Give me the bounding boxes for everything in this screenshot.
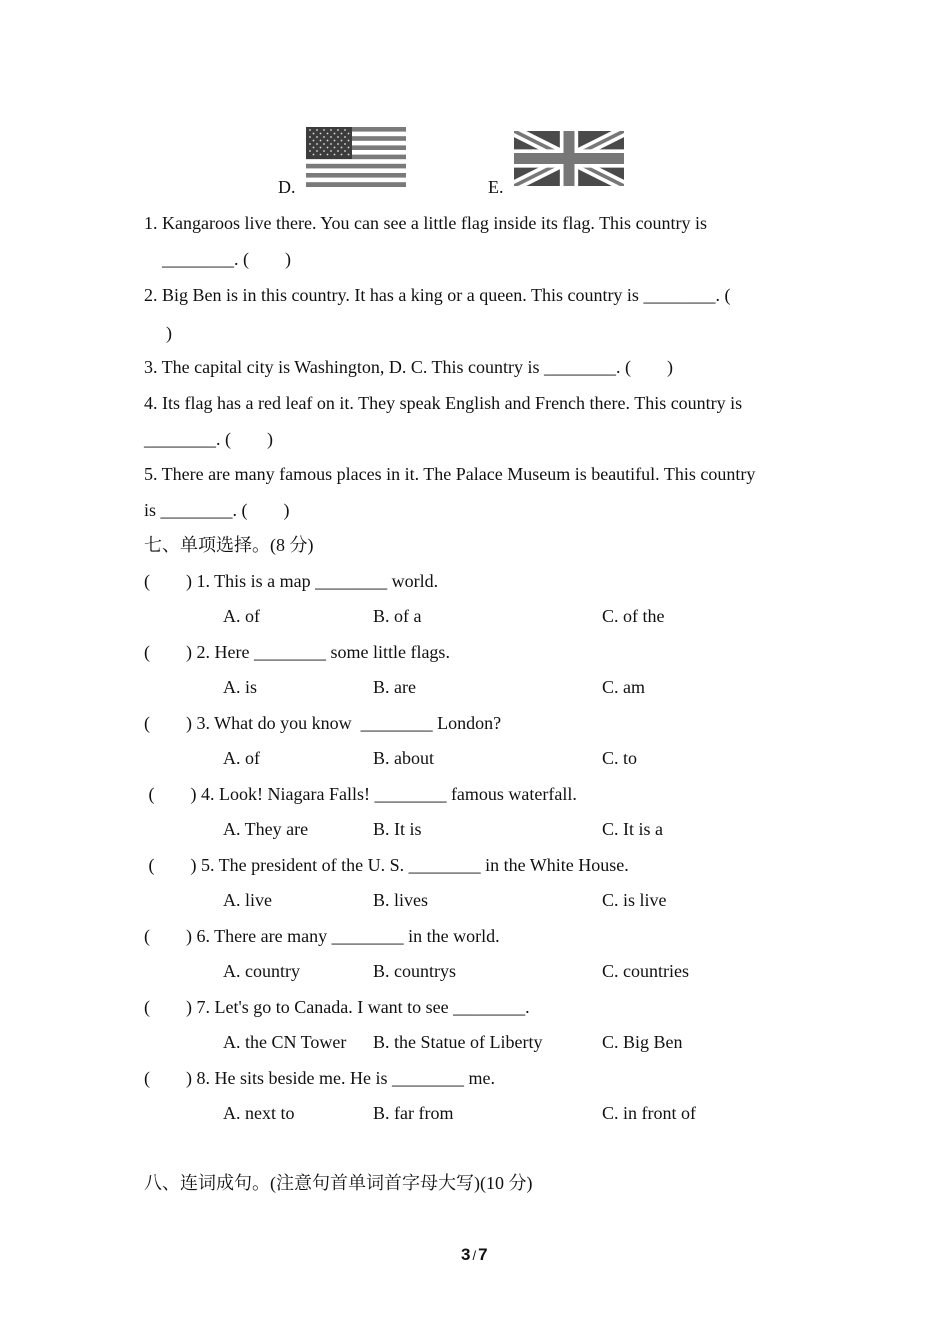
mc-option-c: C. am xyxy=(602,677,645,697)
question-1-line-2: ________. ( ) xyxy=(162,249,291,269)
mc-option-b: B. It is xyxy=(373,819,422,839)
mc-option-a: A. They are xyxy=(223,819,309,839)
mc-option-c: C. It is a xyxy=(602,819,663,839)
mc-question-1: ( ) 1. This is a map ________ world. xyxy=(144,571,439,591)
question-5-line-2: is ________. ( ) xyxy=(144,500,290,520)
question-4-line-1: 4. Its flag has a red leaf on it. They speak English and French there. This country is xyxy=(144,393,743,413)
mc-option-a: A. live xyxy=(223,890,272,910)
mc-question-6: ( ) 6. There are many ________ in the world. xyxy=(144,926,500,946)
mc-question-5: ( ) 5. The president of the U. S. ________ in the White House. xyxy=(144,855,629,875)
question-5-line-1: 5. There are many famous places in it. The Palace Museum is beautiful. This country xyxy=(144,464,756,484)
mc-option-b: B. are xyxy=(373,677,416,697)
flag-label-e: E. xyxy=(488,177,504,197)
mc-option-b: B. lives xyxy=(373,890,429,910)
mc-option-c: C. of the xyxy=(602,606,665,626)
mc-option-c: C. countries xyxy=(602,961,689,981)
mc-question-4: ( ) 4. Look! Niagara Falls! ________ famous waterfall. xyxy=(144,784,577,804)
mc-option-a: A. is xyxy=(223,677,258,697)
page-current: 3 xyxy=(461,1245,471,1264)
page-separator: / xyxy=(472,1248,477,1263)
mc-option-b: B. far from xyxy=(373,1103,454,1123)
question-2-line-1: 2. Big Ben is in this country. It has a king or a queen. This country is ________. ( xyxy=(144,285,731,305)
mc-option-a: A. the CN Tower xyxy=(223,1032,347,1052)
mc-option-c: C. is live xyxy=(602,890,667,910)
mc-option-b: B. countrys xyxy=(373,961,456,981)
mc-option-b: B. the Statue of Liberty xyxy=(373,1032,543,1052)
mc-option-b: B. about xyxy=(373,748,434,768)
mc-option-a: A. of xyxy=(223,748,260,768)
section-8-heading: 八、连词成句。(注意句首单词首字母大写)(10 分) xyxy=(144,1173,533,1193)
mc-option-a: A. country xyxy=(223,961,300,981)
page-total: 7 xyxy=(478,1245,488,1264)
mc-option-a: A. next to xyxy=(223,1103,295,1123)
question-1-line-1: 1. Kangaroos live there. You can see a little flag inside its flag. This country is xyxy=(144,213,708,233)
mc-question-7: ( ) 7. Let's go to Canada. I want to see ________. xyxy=(144,997,530,1017)
mc-option-c: C. in front of xyxy=(602,1103,696,1123)
section-7-heading: 七、单项选择。(8 分) xyxy=(144,535,314,555)
uk-flag-icon xyxy=(514,131,624,186)
question-4-line-2: ________. ( ) xyxy=(144,429,273,449)
mc-question-2: ( ) 2. Here ________ some little flags. xyxy=(144,642,450,662)
mc-question-8: ( ) 8. He sits beside me. He is ________ me. xyxy=(144,1068,495,1088)
mc-option-c: C. to xyxy=(602,748,638,768)
mc-option-c: C. Big Ben xyxy=(602,1032,683,1052)
question-3: 3. The capital city is Washington, D. C. This country is ________. ( ) xyxy=(144,357,674,377)
mc-question-3: ( ) 3. What do you know ________ London? xyxy=(144,713,502,733)
flag-label-d: D. xyxy=(278,177,296,197)
question-2-line-2: ) xyxy=(166,323,172,343)
mc-option-b: B. of a xyxy=(373,606,422,626)
usa-flag-icon xyxy=(306,127,406,187)
mc-option-a: A. of xyxy=(223,606,260,626)
page-number xyxy=(461,1244,488,1267)
